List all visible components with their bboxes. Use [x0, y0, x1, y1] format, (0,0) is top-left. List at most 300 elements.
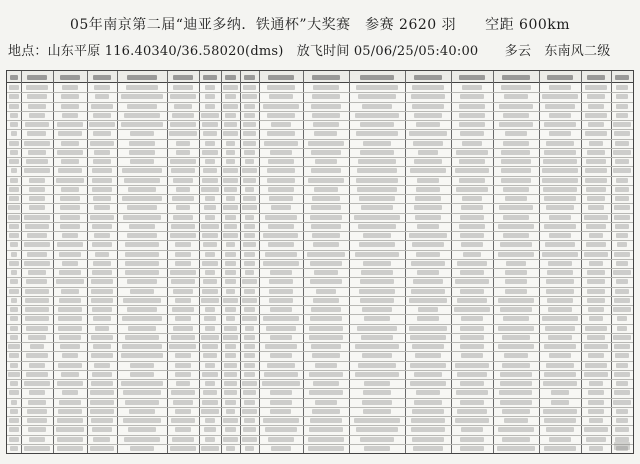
- table-cell-placeholder: [613, 270, 630, 275]
- table-cell-placeholder: [587, 279, 606, 284]
- table-cell-placeholder: [414, 205, 441, 210]
- table-cell-placeholder: [548, 307, 571, 312]
- table-cell-placeholder: [459, 122, 485, 127]
- table-cell-placeholder: [585, 131, 607, 136]
- table-cell-placeholder: [205, 418, 216, 423]
- table-cell-placeholder: [91, 289, 113, 294]
- table-cell-placeholder: [127, 279, 157, 284]
- row-divider: [7, 379, 633, 380]
- table-cell-placeholder: [549, 233, 572, 238]
- table-cell-placeholder: [62, 85, 79, 90]
- column-header-placeholder: [547, 75, 572, 80]
- table-cell-placeholder: [242, 316, 256, 321]
- table-cell-placeholder: [585, 326, 607, 331]
- table-cell-placeholder: [412, 409, 443, 414]
- table-cell-placeholder: [244, 418, 255, 423]
- column-header-placeholder: [268, 75, 294, 80]
- table-cell-placeholder: [9, 104, 18, 109]
- table-cell-placeholder: [588, 104, 603, 109]
- table-cell-placeholder: [205, 141, 216, 146]
- table-cell-placeholder: [455, 418, 490, 423]
- table-cell-placeholder: [58, 307, 81, 312]
- row-divider: [7, 157, 633, 158]
- table-cell-placeholder: [223, 418, 237, 423]
- table-cell-placeholder: [269, 279, 293, 284]
- table-cell-placeholder: [455, 168, 489, 173]
- table-cell-placeholder: [61, 187, 79, 192]
- table-cell-placeholder: [92, 242, 113, 247]
- table-cell-placeholder: [56, 178, 85, 183]
- table-cell-placeholder: [504, 418, 528, 423]
- table-cell-placeholder: [459, 224, 484, 229]
- table-cell-placeholder: [356, 178, 397, 183]
- table-cell-placeholder: [357, 187, 397, 192]
- table-cell-placeholder: [202, 400, 219, 405]
- table-cell-placeholder: [412, 437, 444, 442]
- table-cell-placeholder: [263, 418, 299, 423]
- table-cell-placeholder: [243, 122, 256, 127]
- table-cell-placeholder: [499, 104, 534, 109]
- table-cell-placeholder: [9, 261, 18, 266]
- table-cell-placeholder: [29, 363, 45, 368]
- table-cell-placeholder: [263, 233, 298, 238]
- table-cell-placeholder: [205, 196, 216, 201]
- table-cell-placeholder: [9, 85, 18, 90]
- table-cell-placeholder: [413, 141, 443, 146]
- table-cell-placeholder: [170, 270, 196, 275]
- table-cell-placeholder: [204, 316, 215, 321]
- table-cell-placeholder: [201, 113, 219, 118]
- row-divider: [7, 314, 633, 315]
- column-header-placeholder: [587, 75, 605, 80]
- table-cell-placeholder: [243, 242, 255, 247]
- table-cell-placeholder: [175, 252, 191, 257]
- table-cell-placeholder: [27, 94, 48, 99]
- table-cell-placeholder: [225, 113, 236, 118]
- table-cell-placeholder: [269, 289, 294, 294]
- table-cell-placeholder: [127, 104, 157, 109]
- table-cell-placeholder: [28, 335, 47, 340]
- table-cell-placeholder: [8, 215, 19, 220]
- table-cell-placeholder: [242, 437, 258, 442]
- table-cell-placeholder: [307, 252, 345, 257]
- column-header-placeholder: [27, 75, 46, 80]
- table-cell-placeholder: [463, 252, 482, 257]
- row-divider: [7, 203, 633, 204]
- table-cell-placeholder: [26, 159, 49, 164]
- table-cell-placeholder: [244, 335, 254, 340]
- table-cell-placeholder: [9, 196, 20, 201]
- table-cell-placeholder: [270, 150, 292, 155]
- table-cell-placeholder: [505, 196, 527, 201]
- table-cell-placeholder: [124, 178, 160, 183]
- table-cell-placeholder: [57, 418, 83, 423]
- table-cell-placeholder: [223, 85, 238, 90]
- table-cell-placeholder: [544, 196, 575, 201]
- table-cell-placeholder: [270, 409, 291, 414]
- table-cell-placeholder: [225, 400, 236, 405]
- table-cell-placeholder: [587, 289, 606, 294]
- table-cell-placeholder: [91, 381, 113, 386]
- column-header-placeholder: [360, 75, 394, 80]
- table-cell-placeholder: [615, 437, 629, 442]
- table-cell-placeholder: [500, 372, 531, 377]
- table-cell-placeholder: [613, 307, 631, 312]
- table-cell-placeholder: [28, 150, 46, 155]
- table-cell-placeholder: [91, 279, 113, 284]
- table-cell-placeholder: [174, 104, 193, 109]
- table-cell-placeholder: [26, 279, 47, 284]
- table-cell-placeholder: [544, 446, 576, 451]
- table-cell-placeholder: [62, 113, 78, 118]
- table-cell-placeholder: [204, 205, 215, 210]
- table-cell-placeholder: [24, 215, 51, 220]
- table-cell-placeholder: [355, 252, 400, 257]
- table-cell-placeholder: [357, 168, 398, 173]
- table-cell-placeholder: [201, 298, 219, 303]
- table-cell-placeholder: [588, 390, 604, 395]
- table-cell-placeholder: [129, 150, 155, 155]
- table-cell-placeholder: [176, 150, 190, 155]
- table-cell-placeholder: [544, 344, 576, 349]
- table-cell-placeholder: [56, 279, 83, 284]
- table-cell-placeholder: [589, 381, 604, 386]
- table-cell-placeholder: [498, 298, 535, 303]
- table-cell-placeholder: [455, 279, 488, 284]
- table-cell-placeholder: [409, 233, 446, 238]
- table-cell-placeholder: [414, 372, 441, 377]
- results-table: [6, 70, 634, 454]
- table-cell-placeholder: [360, 122, 393, 127]
- table-cell-placeholder: [267, 131, 295, 136]
- table-cell-placeholder: [500, 242, 531, 247]
- table-cell-placeholder: [505, 270, 528, 275]
- table-cell-placeholder: [551, 390, 570, 395]
- table-cell-placeholder: [90, 215, 115, 220]
- table-cell-placeholder: [58, 326, 82, 331]
- table-cell-placeholder: [10, 409, 18, 414]
- column-header-placeholder: [244, 75, 255, 80]
- table-cell-placeholder: [548, 335, 571, 340]
- table-cell-placeholder: [268, 187, 295, 192]
- table-cell-placeholder: [267, 363, 296, 368]
- table-cell-placeholder: [589, 141, 603, 146]
- table-cell-placeholder: [224, 326, 236, 331]
- row-divider: [7, 388, 633, 389]
- table-cell-placeholder: [417, 316, 438, 321]
- table-cell-placeholder: [313, 242, 338, 247]
- table-cell-placeholder: [456, 187, 487, 192]
- row-divider: [7, 324, 633, 325]
- table-cell-placeholder: [546, 427, 573, 432]
- table-cell-placeholder: [361, 335, 393, 340]
- table-cell-placeholder: [10, 122, 18, 127]
- column-header-placeholder: [312, 75, 340, 80]
- table-cell-placeholder: [10, 113, 19, 118]
- table-cell-placeholder: [362, 353, 393, 358]
- table-cell-placeholder: [271, 446, 291, 451]
- table-cell-placeholder: [57, 381, 82, 386]
- table-cell-placeholder: [92, 224, 113, 229]
- table-cell-placeholder: [613, 150, 631, 155]
- table-cell-placeholder: [244, 224, 255, 229]
- table-cell-placeholder: [263, 261, 300, 266]
- table-cell-placeholder: [244, 344, 255, 349]
- table-cell-placeholder: [173, 400, 194, 405]
- table-cell-placeholder: [315, 363, 337, 368]
- table-cell-placeholder: [62, 353, 78, 358]
- table-cell-placeholder: [311, 150, 340, 155]
- table-cell-placeholder: [224, 390, 237, 395]
- table-cell-placeholder: [584, 344, 608, 349]
- table-cell-placeholder: [92, 187, 112, 192]
- table-cell-placeholder: [267, 113, 296, 118]
- row-divider: [7, 129, 633, 130]
- row-divider: [7, 222, 633, 223]
- table-cell-placeholder: [414, 400, 442, 405]
- table-cell-placeholder: [28, 427, 47, 432]
- table-cell-placeholder: [61, 159, 80, 164]
- table-cell-placeholder: [613, 400, 631, 405]
- table-cell-placeholder: [268, 159, 293, 164]
- table-cell-placeholder: [585, 168, 606, 173]
- table-cell-placeholder: [614, 252, 631, 257]
- table-cell-placeholder: [312, 196, 340, 201]
- table-cell-placeholder: [60, 344, 80, 349]
- table-cell-placeholder: [545, 326, 575, 331]
- table-cell-placeholder: [61, 104, 78, 109]
- table-cell-placeholder: [242, 298, 258, 303]
- table-cell-placeholder: [130, 289, 155, 294]
- table-cell-placeholder: [242, 205, 257, 210]
- table-cell-placeholder: [127, 233, 157, 238]
- table-cell-placeholder: [9, 224, 20, 229]
- row-divider: [7, 139, 633, 140]
- table-cell-placeholder: [225, 353, 237, 358]
- table-cell-placeholder: [587, 94, 606, 99]
- table-cell-placeholder: [308, 446, 343, 451]
- column-header-placeholder: [615, 75, 628, 80]
- table-cell-placeholder: [457, 372, 487, 377]
- table-cell-placeholder: [269, 298, 293, 303]
- table-cell-placeholder: [270, 400, 292, 405]
- table-cell-placeholder: [588, 400, 604, 405]
- table-cell-placeholder: [226, 289, 235, 294]
- table-cell-placeholder: [585, 85, 607, 90]
- row-divider: [7, 287, 633, 288]
- table-cell-placeholder: [501, 159, 532, 164]
- table-cell-placeholder: [225, 427, 236, 432]
- table-cell-placeholder: [124, 113, 160, 118]
- table-cell-placeholder: [588, 353, 605, 358]
- table-cell-placeholder: [93, 113, 111, 118]
- table-cell-placeholder: [547, 270, 573, 275]
- table-cell-placeholder: [9, 141, 19, 146]
- table-cell-placeholder: [616, 363, 627, 368]
- table-cell-placeholder: [461, 427, 482, 432]
- table-cell-placeholder: [205, 215, 216, 220]
- table-cell-placeholder: [309, 427, 344, 432]
- table-cell-placeholder: [29, 205, 45, 210]
- table-cell-placeholder: [225, 252, 236, 257]
- row-divider: [7, 444, 633, 445]
- table-cell-placeholder: [363, 261, 391, 266]
- table-cell-placeholder: [410, 381, 445, 386]
- table-cell-placeholder: [615, 196, 630, 201]
- table-cell-placeholder: [173, 289, 193, 294]
- table-cell-placeholder: [9, 437, 18, 442]
- table-cell-placeholder: [59, 335, 81, 340]
- table-cell-placeholder: [616, 279, 628, 284]
- row-divider: [7, 333, 633, 334]
- table-cell-placeholder: [588, 307, 604, 312]
- table-cell-placeholder: [61, 141, 79, 146]
- table-cell-placeholder: [502, 363, 530, 368]
- table-cell-placeholder: [59, 252, 81, 257]
- table-cell-placeholder: [124, 437, 161, 442]
- table-cell-placeholder: [95, 252, 109, 257]
- table-cell-placeholder: [244, 113, 256, 118]
- table-cell-placeholder: [205, 252, 216, 257]
- table-cell-placeholder: [175, 409, 191, 414]
- table-cell-placeholder: [412, 104, 444, 109]
- table-cell-placeholder: [94, 205, 110, 210]
- table-cell-placeholder: [412, 242, 443, 247]
- table-cell-placeholder: [8, 205, 19, 210]
- table-cell-placeholder: [30, 344, 44, 349]
- table-cell-placeholder: [585, 113, 607, 118]
- row-divider: [7, 370, 633, 371]
- table-cell-placeholder: [312, 94, 340, 99]
- table-cell-placeholder: [11, 252, 17, 257]
- table-cell-placeholder: [94, 233, 109, 238]
- table-cell-placeholder: [95, 326, 110, 331]
- table-cell-placeholder: [543, 381, 577, 386]
- table-cell-placeholder: [456, 390, 489, 395]
- table-cell-placeholder: [616, 233, 629, 238]
- table-cell-placeholder: [542, 168, 578, 173]
- table-cell-placeholder: [62, 390, 79, 395]
- table-cell-placeholder: [614, 131, 630, 136]
- table-cell-placeholder: [588, 409, 604, 414]
- table-cell-placeholder: [505, 279, 528, 284]
- table-cell-placeholder: [243, 85, 256, 90]
- table-cell-placeholder: [61, 372, 80, 377]
- table-cell-placeholder: [413, 279, 442, 284]
- table-cell-placeholder: [226, 242, 236, 247]
- table-cell-placeholder: [415, 353, 440, 358]
- table-cell-placeholder: [205, 104, 216, 109]
- table-cell-placeholder: [91, 335, 114, 340]
- table-cell-placeholder: [267, 178, 295, 183]
- table-cell-placeholder: [454, 307, 489, 312]
- table-cell-placeholder: [123, 215, 162, 220]
- column-header-placeholder: [127, 75, 157, 80]
- table-cell-placeholder: [414, 113, 443, 118]
- table-cell-placeholder: [309, 390, 343, 395]
- table-cell-placeholder: [362, 104, 392, 109]
- table-cell-placeholder: [616, 113, 627, 118]
- table-cell-placeholder: [27, 418, 47, 423]
- table-cell-placeholder: [60, 224, 79, 229]
- table-cell-placeholder: [502, 437, 531, 442]
- table-cell-placeholder: [263, 316, 298, 321]
- table-cell-placeholder: [202, 233, 219, 238]
- table-cell-placeholder: [226, 141, 235, 146]
- table-cell-placeholder: [542, 316, 578, 321]
- table-cell-placeholder: [549, 215, 571, 220]
- row-divider: [7, 398, 633, 399]
- table-cell-placeholder: [92, 427, 112, 432]
- table-cell-placeholder: [123, 390, 162, 395]
- table-cell-placeholder: [587, 270, 604, 275]
- table-cell-placeholder: [361, 205, 392, 210]
- table-cell-placeholder: [226, 446, 236, 451]
- table-cell-placeholder: [25, 316, 49, 321]
- table-cell-placeholder: [125, 261, 160, 266]
- table-cell-placeholder: [92, 168, 111, 173]
- table-cell-placeholder: [244, 233, 256, 238]
- table-cell-placeholder: [202, 261, 217, 266]
- table-cell-placeholder: [170, 446, 195, 451]
- table-cell-placeholder: [171, 335, 195, 340]
- table-cell-placeholder: [205, 94, 216, 99]
- row-divider: [7, 111, 633, 112]
- table-cell-placeholder: [205, 307, 216, 312]
- table-cell-placeholder: [311, 205, 342, 210]
- table-cell-placeholder: [411, 418, 444, 423]
- table-cell-placeholder: [202, 289, 219, 294]
- table-cell-placeholder: [202, 122, 218, 127]
- table-cell-placeholder: [545, 242, 575, 247]
- table-cell-placeholder: [171, 390, 196, 395]
- table-cell-placeholder: [549, 113, 572, 118]
- table-cell-placeholder: [414, 159, 443, 164]
- table-cell-placeholder: [268, 437, 295, 442]
- table-cell-placeholder: [264, 141, 298, 146]
- table-cell-placeholder: [314, 131, 337, 136]
- table-cell-placeholder: [616, 261, 629, 266]
- table-cell-placeholder: [412, 344, 443, 349]
- page-number-mark: [614, 442, 630, 450]
- table-cell-placeholder: [309, 326, 343, 331]
- table-cell-placeholder: [205, 326, 216, 331]
- table-cell-placeholder: [358, 224, 396, 229]
- table-cell-placeholder: [9, 390, 20, 395]
- table-cell-placeholder: [173, 178, 192, 183]
- table-cell-placeholder: [269, 196, 293, 201]
- table-cell-placeholder: [201, 446, 219, 451]
- table-cell-placeholder: [504, 353, 527, 358]
- table-cell-placeholder: [125, 335, 159, 340]
- table-cell-placeholder: [90, 400, 114, 405]
- table-cell-placeholder: [26, 326, 48, 331]
- table-cell-placeholder: [309, 372, 343, 377]
- table-cell-placeholder: [614, 344, 630, 349]
- table-cell-placeholder: [58, 409, 82, 414]
- table-cell-placeholder: [499, 122, 532, 127]
- table-cell-placeholder: [24, 242, 51, 247]
- table-cell-placeholder: [586, 437, 605, 442]
- table-cell-placeholder: [58, 131, 81, 136]
- table-cell-placeholder: [357, 326, 398, 331]
- table-cell-placeholder: [243, 178, 255, 183]
- table-cell-placeholder: [417, 224, 440, 229]
- table-cell-placeholder: [202, 178, 219, 183]
- document-subtitle: 地点：山东平原 116.40340/36.58020(dms) 放飞时间 05/06/25/05:40:00 多云 东南风二级: [8, 44, 611, 59]
- table-cell-placeholder: [127, 307, 156, 312]
- table-cell-placeholder: [586, 224, 606, 229]
